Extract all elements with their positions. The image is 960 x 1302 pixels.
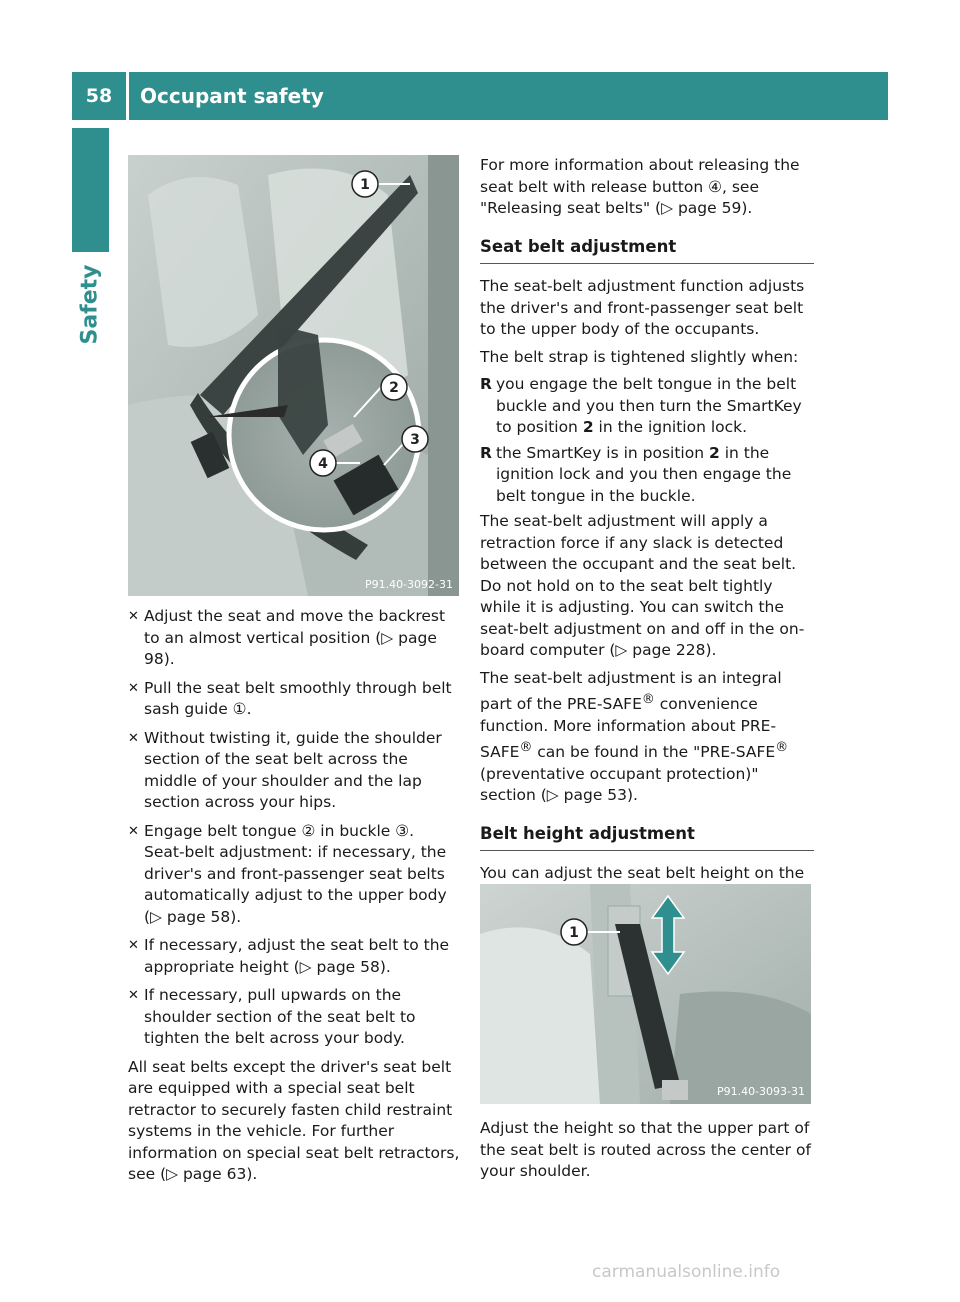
step-text: If necessary, adjust the seat belt to the appropriate height (▷ page 58). bbox=[144, 936, 450, 976]
instruction-step bbox=[128, 606, 462, 671]
intro-paragraph: For more information about releasing the seat belt with release button ④, see "Releasing seat belts" (▷ page 59). bbox=[480, 156, 800, 217]
instruction-step bbox=[128, 678, 462, 721]
seat-belt-illustration bbox=[128, 155, 459, 596]
instruction-step bbox=[128, 728, 462, 814]
callout-2-icon bbox=[381, 374, 407, 400]
callout-1-icon bbox=[352, 171, 378, 197]
paragraph: The seat-belt adjustment will apply a retraction force if any slack is detected between the occupant and the seat belt. Do not hold on to the seat belt tightly while it is adjusting. You can switch the seat-belt adjustment on and off in the on-board computer (▷ page 228). bbox=[480, 512, 805, 659]
step-marker-icon: ✕ bbox=[128, 730, 139, 746]
paragraph: The seat-belt adjustment function adjusts the driver's and front-passenger seat belt to the upper body of the occupants. bbox=[480, 277, 805, 338]
side-tab-label: Safety bbox=[78, 263, 104, 345]
bullet-item bbox=[480, 374, 814, 439]
bullet-bold: 2 bbox=[708, 443, 720, 462]
paragraph: Adjust the height so that the upper part of the seat belt is routed across the center of your shoulder. bbox=[480, 1119, 811, 1180]
instruction-step bbox=[128, 935, 462, 978]
step-text: Engage belt tongue ② in buckle ③. bbox=[144, 821, 415, 840]
svg-text:1: 1 bbox=[360, 177, 370, 193]
bullet-text: the SmartKey is in position bbox=[496, 443, 709, 462]
step-text: If necessary, pull upwards on the shoulder section of the seat belt to tighten the belt across your body. bbox=[144, 986, 416, 1047]
paragraph bbox=[480, 668, 814, 807]
belt-height-figure bbox=[480, 884, 811, 1104]
svg-text:1: 1 bbox=[569, 925, 579, 941]
side-tab bbox=[72, 260, 109, 348]
svg-text:4: 4 bbox=[318, 456, 328, 472]
step-marker-icon: ✕ bbox=[128, 938, 139, 953]
step-marker-icon: ✕ bbox=[128, 609, 139, 624]
registered-mark: ® bbox=[519, 740, 533, 756]
instruction-step bbox=[128, 821, 462, 929]
step-subtext: Seat-belt adjustment: if necessary, the driver's and front-passenger seat belts automatically adjust to the upper body (▷ page 58). bbox=[144, 843, 447, 926]
side-color-block bbox=[72, 128, 109, 252]
step-marker-icon: ✕ bbox=[128, 988, 139, 1003]
heading-belt-height-adjustment: Belt height adjustment bbox=[480, 823, 814, 852]
belt-height-illustration bbox=[480, 884, 811, 1104]
bullet-marker: R bbox=[480, 375, 492, 393]
step-text: Adjust the seat and move the backrest to an almost vertical position (▷ page 98). bbox=[144, 607, 446, 668]
bullet-item bbox=[480, 443, 814, 508]
step-text: Without twisting it, guide the shoulder section of the seat belt across the middle of your shoulder and the lap section across your hips. bbox=[144, 728, 442, 811]
page-number: 58 bbox=[85, 85, 113, 107]
registered-mark: ® bbox=[775, 740, 789, 756]
bullet-text: in the ignition lock and you then engage the belt tongue in the buckle. bbox=[496, 443, 792, 505]
step-text: Pull the seat belt smoothly through belt sash guide ①. bbox=[144, 678, 452, 718]
callout-4-icon bbox=[310, 450, 336, 476]
paragraph: The belt strap is tightened slightly when: bbox=[480, 347, 799, 366]
svg-text:2: 2 bbox=[389, 380, 399, 396]
registered-mark: ® bbox=[641, 692, 655, 707]
svg-text:3: 3 bbox=[410, 432, 420, 448]
instruction-step bbox=[128, 985, 462, 1050]
callout-3-icon bbox=[402, 426, 428, 452]
header-divider bbox=[126, 72, 129, 120]
text-span: can be found in the "PRE-SAFE bbox=[532, 743, 776, 762]
bullet-bold: 2 bbox=[582, 418, 594, 436]
heading-seat-belt-adjustment: Seat belt adjustment bbox=[480, 236, 814, 265]
bullet-text: you engage the belt tongue in the belt buckle and you then turn the SmartKey to position bbox=[496, 375, 802, 436]
paragraph: You can adjust the seat belt height on the bbox=[480, 864, 805, 883]
seat-belt-figure bbox=[128, 155, 459, 596]
figure-code: P91.40-3092-31 bbox=[364, 578, 453, 591]
callout-1-icon bbox=[561, 919, 587, 945]
figure-code: P91.40-3093-31 bbox=[716, 1085, 805, 1098]
closing-paragraph: All seat belts except the driver's seat belt are equipped with a special seat belt retractor to securely fasten child restraint systems in the vehicle. For further information on special seat belt retractors, see (▷ page 63). bbox=[128, 1057, 460, 1183]
bullet-marker: R bbox=[480, 443, 492, 462]
text-span: The seat-belt adjustment is an integral part of the PRE-SAFE bbox=[480, 668, 782, 714]
watermark: carmanualsonline.info bbox=[592, 1262, 781, 1282]
step-marker-icon: ✕ bbox=[128, 823, 139, 839]
section-title: Occupant safety bbox=[140, 84, 324, 108]
text-span: (preventative occupant protection)" section (▷ page 53). bbox=[480, 764, 759, 805]
bullet-text: in the ignition lock. bbox=[593, 418, 748, 436]
step-marker-icon: ✕ bbox=[128, 680, 139, 696]
right-column bbox=[480, 155, 814, 912]
text-span: convenience function. More information about PRE-SAFE bbox=[480, 695, 777, 762]
left-column bbox=[128, 606, 462, 1192]
bottom-right-text bbox=[480, 1118, 814, 1189]
